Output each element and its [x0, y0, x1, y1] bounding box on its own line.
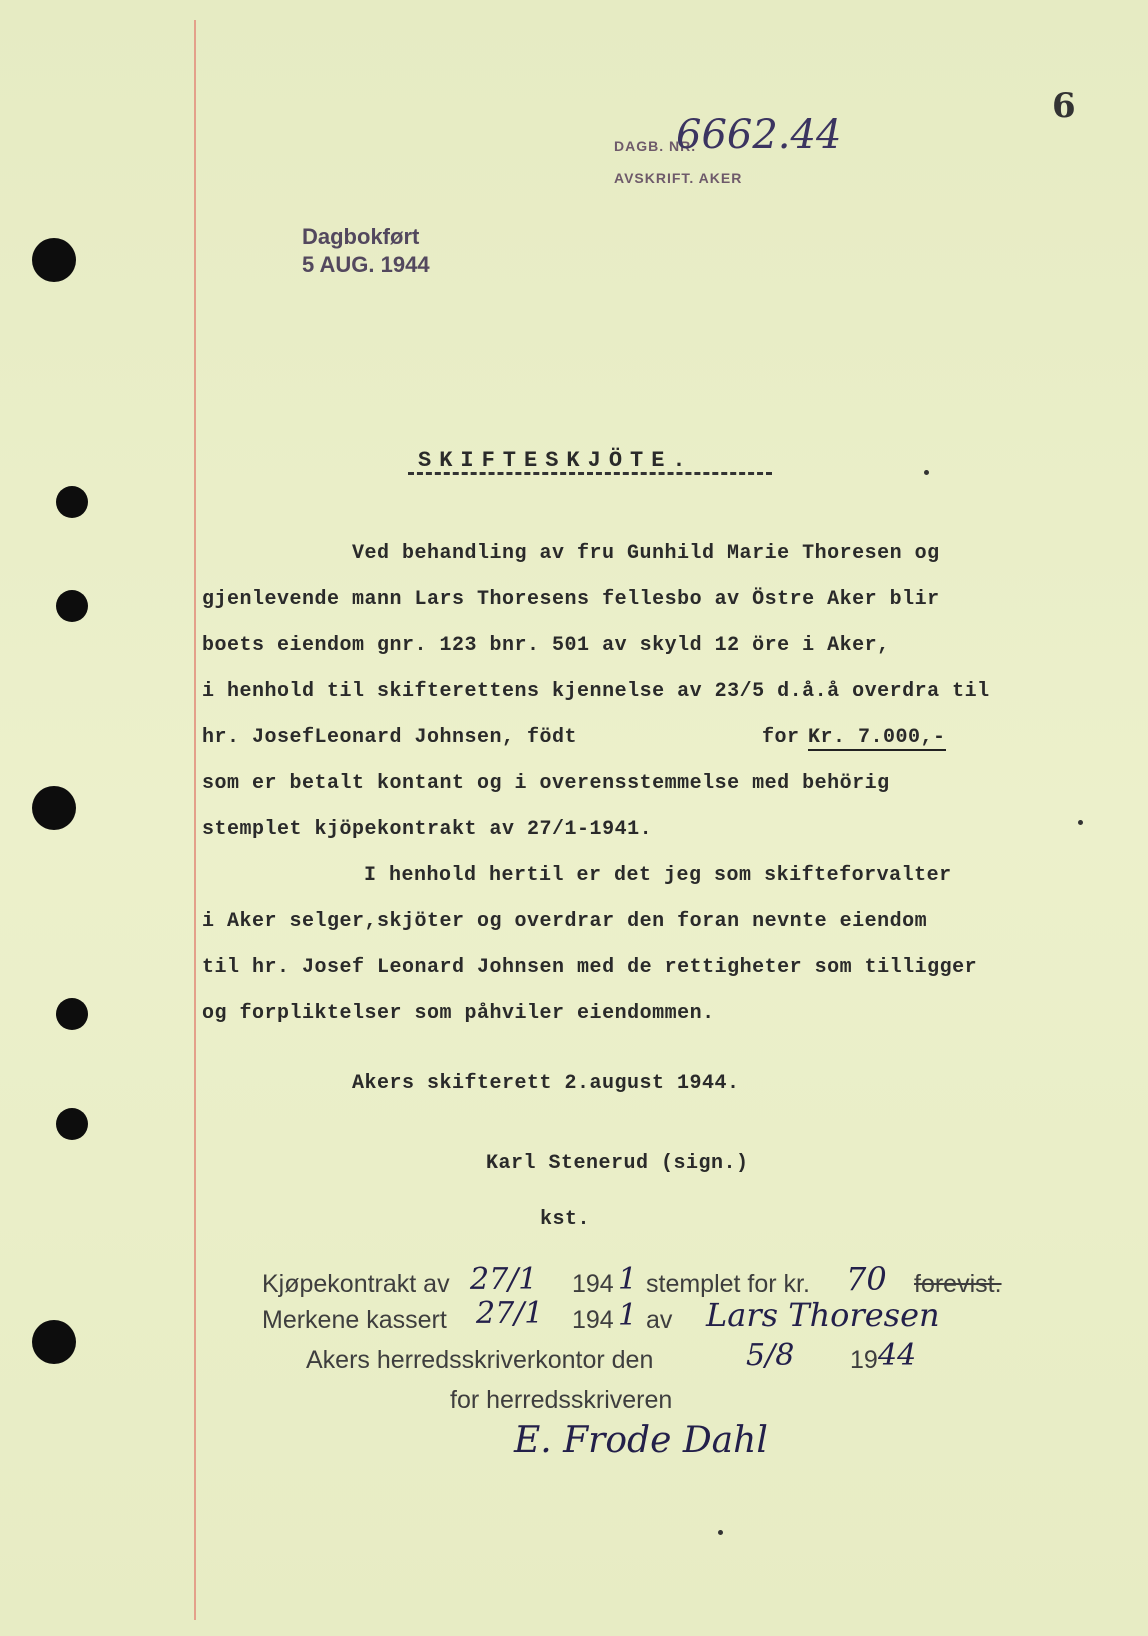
- stamp-line3-date-hand: 5/8: [746, 1338, 795, 1373]
- dagb-number-handwritten: 6662.44: [676, 112, 842, 158]
- stamp-line1-label: Kjøpekontrakt av: [262, 1270, 450, 1298]
- stamp-line2-date-hand: 27/1: [476, 1296, 544, 1331]
- speck: [924, 470, 929, 475]
- speck: [1078, 820, 1083, 825]
- margin-line: [194, 20, 196, 1620]
- text-line: I henhold hertil er det jeg som skifteforvalter: [364, 864, 952, 887]
- stamp-line2-name-hand: Lars Thoresen: [706, 1296, 940, 1334]
- title-underline: [408, 472, 772, 475]
- stamp-line1-date-hand: 27/1: [470, 1262, 538, 1297]
- punch-hole: [32, 238, 76, 282]
- stamp-line2-year: 194: [572, 1306, 614, 1334]
- signature-line: Karl Stenerud (sign.): [486, 1152, 749, 1175]
- text-line: til hr. Josef Leonard Johnsen med de rettigheter som tilligger: [202, 956, 978, 979]
- stamp-line3-year-hand: 44: [878, 1338, 917, 1373]
- stamp-line3-label: Akers herredsskriverkontor den: [306, 1346, 654, 1374]
- text-line: gjenlevende mann Lars Thoresens fellesbo av Östre Aker blir: [202, 588, 940, 611]
- stamp-line3-year: 19: [850, 1346, 878, 1374]
- kst-label: kst.: [540, 1208, 591, 1231]
- page-number: 6: [1052, 86, 1076, 126]
- stamp-line4-label: for herredsskriveren: [450, 1386, 673, 1414]
- stamp-line2-av: av: [646, 1306, 673, 1334]
- text-line: som er betalt kontant og i overensstemmelse med behörig: [202, 772, 890, 795]
- price-amount: Kr. 7.000,-: [808, 726, 946, 749]
- avskrift-label: AVSKRIFT. AKER: [614, 170, 743, 186]
- clerk-signature-hand: E. Frode Dahl: [514, 1420, 768, 1461]
- text-line: og forpliktelser som påhviler eiendommen.: [202, 1002, 715, 1025]
- dagb-label: DAGB. NR.: [614, 138, 697, 154]
- dagbokfort-stamp: Dagbokført: [302, 224, 420, 249]
- dagbokfort-date: 5 AUG. 1944: [302, 252, 430, 277]
- punch-hole: [56, 1108, 88, 1140]
- stamp-line1-stemplet: stemplet for kr.: [646, 1270, 810, 1298]
- text-line: hr. JosefLeonard Johnsen, födt: [202, 726, 578, 749]
- speck: [718, 1530, 723, 1535]
- stamp-line1-year: 194: [572, 1270, 614, 1298]
- text-line: i henhold til skifterettens kjennelse av 23/5 d.å.å overdra til: [202, 680, 990, 703]
- text-line: i Aker selger,skjöter og overdrar den foran nevnte eiendom: [202, 910, 928, 933]
- text-line: boets eiendom gnr. 123 bnr. 501 av skyld 12 öre i Aker,: [202, 634, 890, 657]
- price-prefix: for: [762, 726, 800, 749]
- punch-hole: [32, 786, 76, 830]
- stamp-line2-label: Merkene kassert: [262, 1306, 447, 1334]
- punch-hole: [32, 1320, 76, 1364]
- stamp-line1-forevist: forevist.: [914, 1270, 1002, 1298]
- punch-hole: [56, 590, 88, 622]
- text-line: Ved behandling av fru Gunhild Marie Thoresen og: [352, 542, 940, 565]
- stamp-line1-year-hand: 1: [618, 1262, 638, 1297]
- stamp-line2-year-hand: 1: [618, 1298, 638, 1333]
- stamp-line1-amount-hand: 70: [846, 1260, 887, 1298]
- document-title: SKIFTESKJÖTE.: [418, 448, 694, 473]
- text-line: stemplet kjöpekontrakt av 27/1-1941.: [202, 818, 653, 841]
- punch-hole: [56, 998, 88, 1030]
- place-date: Akers skifterett 2.august 1944.: [352, 1072, 740, 1095]
- punch-hole: [56, 486, 88, 518]
